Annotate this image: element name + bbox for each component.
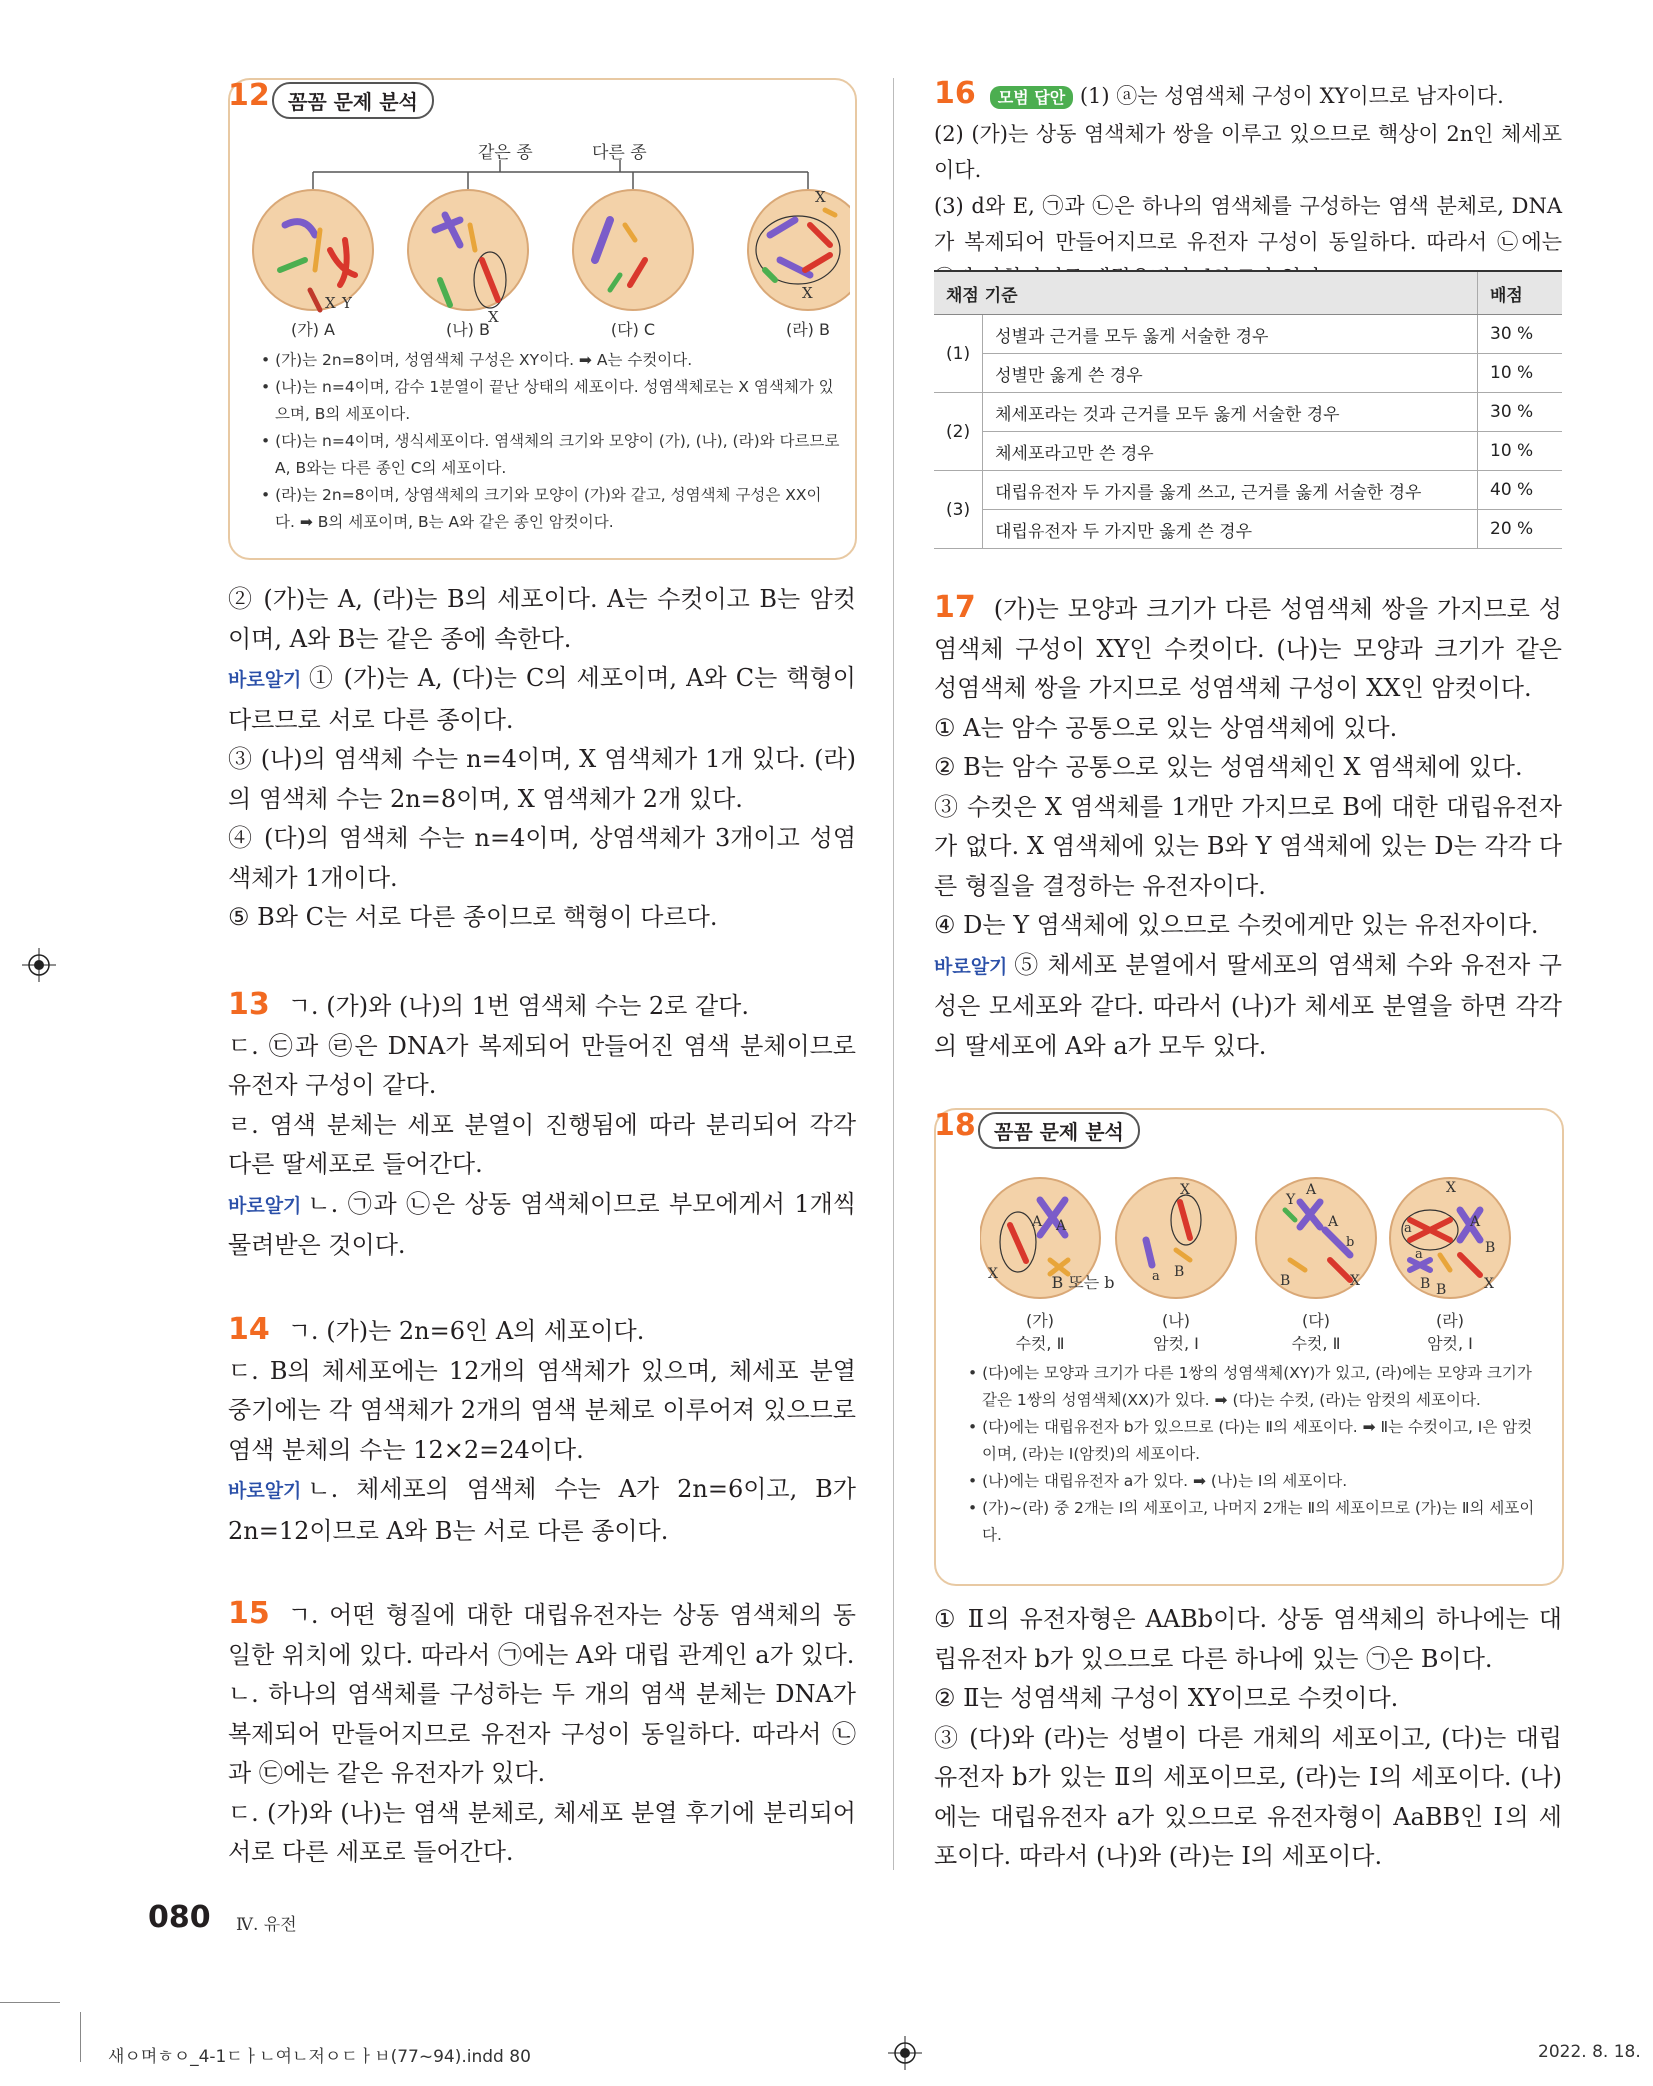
table-score: 30 % [1478, 315, 1563, 354]
q18-bullet: • (나)에는 대립유전자 a가 있다. ➡ (나)는 Ⅰ의 세포이다. [968, 1472, 1348, 1490]
q17-line: ① A는 암수 공통으로 있는 상염색체에 있다. [934, 713, 1398, 742]
svg-text:B: B [1436, 1282, 1447, 1298]
hint-label: 바로알기 [228, 1480, 302, 1502]
q12-hint-line [228, 659, 856, 740]
table-criteria: 체세포라고만 쓴 경우 [983, 432, 1478, 471]
q17-line: ② B는 암수 공통으로 있는 성염색체인 X 염색체에 있다. [934, 753, 1523, 781]
page-number: 080 [148, 1900, 211, 1935]
hint-label: 바로알기 [228, 1194, 302, 1217]
q18-answer-block [934, 1600, 1562, 1877]
q18-line: ① Ⅱ의 유전자형은 AABb이다. 상동 염색체의 하나에는 대립유전자 b가 있으므로 다른 하나에 있는 ㉠은 B이다. [934, 1605, 1562, 1673]
q16-scoring-table [934, 270, 1562, 549]
q12-line: ③ (나)의 염색체 수는 n=4이며, X 염색체가 1개 있다. (라)의 염색체 수는 2n=8이며, X 염색체가 2개 있다. [228, 745, 856, 813]
table-group: (3) [934, 471, 983, 549]
table-criteria: 성별만 옳게 쓴 경우 [983, 354, 1478, 393]
print-date: 2022. 8. 18. [1538, 2042, 1641, 2062]
svg-text:b: b [1346, 1235, 1355, 1250]
q12-answer: ② (가)는 A, (라)는 B의 세포이다. A는 수컷이고 B는 암컷이며, A와 B는 같은 종에 속한다. [228, 585, 856, 653]
q17-line: ④ D는 Y 염색체에 있으므로 수컷에게만 있는 유전자이다. [934, 911, 1539, 939]
q13-hint: ㄴ. ㉠과 ㉡은 상동 염색체이므로 부모에게서 1개씩 물려받은 것이다. [228, 1189, 856, 1259]
model-answer-badge: 모범 답안 [990, 86, 1073, 109]
footer-rule-vertical [80, 2012, 81, 2062]
registration-mark-icon [888, 2036, 922, 2070]
section-title: Ⅳ. 유전 [236, 1915, 297, 1935]
hint-label: 바로알기 [228, 669, 302, 691]
q12-cell-label-ga: (가) A [291, 320, 335, 339]
table-header-score: 배점 [1478, 271, 1563, 315]
q12-mark-ra-x1: X [815, 188, 826, 206]
table-score: 40 % [1478, 471, 1563, 510]
q12-bullet: • (가)는 2n=8이며, 성염색체 구성은 XY이다. ➡ A는 수컷이다. [261, 351, 693, 369]
q12-cell-label-ra: (라) B [785, 320, 830, 339]
q18-box-title: 꼼꼼 문제 분석 [978, 1112, 1140, 1149]
table-header-criteria: 채점 기준 [934, 271, 1478, 315]
svg-text:X: X [1446, 1180, 1456, 1196]
q12-cell-ra [748, 190, 850, 310]
q18-cell-ra [1390, 1178, 1510, 1298]
q12-box-title: 꼼꼼 문제 분석 [272, 82, 434, 119]
q12-mark-ga-y: Y [342, 294, 352, 312]
q18-cell-label-ga: (가) 수컷, Ⅱ [1015, 1311, 1065, 1353]
svg-text:a: a [1415, 1247, 1423, 1262]
q18-cell-da [1256, 1178, 1376, 1298]
svg-text:a: a [1152, 1269, 1160, 1284]
q18-bullet: • (다)에는 모양과 크기가 다른 1쌍의 성염색체(XY)가 있고, (라)에는 모양과 크기가 같은 1쌍의 성염색체(XX)가 있다. ➡ (다)는 수컷, (라)는 암컷의 세포이다. [968, 1364, 1532, 1409]
svg-text:B: B [1420, 1276, 1431, 1292]
svg-text:B: B [1280, 1273, 1291, 1289]
svg-text:A: A [1032, 1214, 1043, 1230]
svg-text:X: X [1484, 1276, 1494, 1292]
hint-label: 바로알기 [934, 955, 1008, 978]
q17-hint-line [934, 946, 1562, 1067]
table-criteria: 성별과 근거를 모두 옳게 서술한 경우 [983, 315, 1478, 354]
q18-cell-note: B 또는 b [1051, 1273, 1115, 1292]
svg-text:X: X [1180, 1182, 1190, 1198]
q18-line: ③ (다)와 (라)는 성별이 다른 개체의 세포이고, (다)는 대립유전자 b가 있는 Ⅱ의 세포이므로, (라)는 Ⅰ의 세포이다. (나)에는 대립유전자 a가 있으므로 유전자형이 AaBB인 Ⅰ의 세포이다. 따라서 (나)와 (라)는 Ⅰ의 세포이다. [934, 1723, 1562, 1870]
q12-bullet: • (다)는 n=4이며, 생식세포이다. 염색체의 크기와 모양이 (가), (나), (라)와 다르므로 A, B와는 다른 종인 C의 세포이다. [261, 432, 840, 477]
q17-number: 17 [934, 590, 976, 625]
column-divider [893, 78, 894, 1870]
q12-cell-label-na: (나) B [445, 320, 490, 339]
svg-text:A: A [1306, 1182, 1317, 1198]
q12-cell-label-da: (다) C [610, 320, 656, 339]
q12-hint: ① (가)는 A, (다)는 C의 세포이며, A와 C는 핵형이 다르므로 서로 다른 종이다. [228, 664, 856, 734]
table-criteria: 대립유전자 두 가지만 옳게 쓴 경우 [983, 510, 1478, 549]
table-group: (2) [934, 393, 983, 471]
table-score: 20 % [1478, 510, 1563, 549]
q12-mark-na-x: X [488, 308, 499, 326]
svg-text:A: A [1056, 1218, 1067, 1234]
q14-hint: ㄴ. 체세포의 염색체 수는 A가 2n=6이고, B가 2n=12이므로 A와 B는 서로 다른 종이다. [228, 1475, 856, 1545]
q13-number: 13 [228, 987, 270, 1022]
q15-number: 15 [228, 1596, 270, 1631]
q16-line: (2) (가)는 상동 염색체가 쌍을 이루고 있으므로 핵상이 2n인 체세포이다. [934, 122, 1562, 182]
q14-hint-line [228, 1470, 856, 1551]
table-criteria: 대립유전자 두 가지를 옳게 쓰고, 근거를 옳게 서술한 경우 [983, 471, 1478, 510]
q12-tree-diff: 다른 종 [592, 143, 647, 163]
q18-number: 18 [934, 1108, 976, 1143]
svg-text:B: B [1485, 1240, 1496, 1256]
q13-hint-line [228, 1185, 856, 1266]
q12-bullet: • (나)는 n=4이며, 감수 1분열이 끝난 상태의 세포이다. 성염색체로는 X 염색체가 있으며, B의 세포이다. [261, 378, 834, 423]
q15-line: ㄷ. (가)와 (나)는 염색 분체로, 체세포 분열 후기에 분리되어 서로 다른 세포로 들어간다. [228, 1798, 856, 1866]
table-score: 10 % [1478, 432, 1563, 471]
table-criteria: 체세포라는 것과 근거를 모두 옳게 서술한 경우 [983, 393, 1478, 432]
table-group: (1) [934, 315, 983, 393]
q18-line: ② Ⅱ는 성염색체 구성이 XY이므로 수컷이다. [934, 1684, 1399, 1712]
q14-block [228, 1310, 856, 1551]
q14-first-line: 14 ㄱ. (가)는 2n=6인 A의 세포이다. [228, 1310, 856, 1352]
registration-mark-icon [22, 948, 56, 982]
q18-cell-label-na: (나) 암컷, Ⅰ [1153, 1311, 1199, 1353]
q13-first-line: 13 ㄱ. (가)와 (나)의 1번 염색체 수는 2로 같다. [228, 985, 856, 1027]
q15-line: ㄴ. 하나의 염색체를 구성하는 두 개의 염색 분체는 DNA가 복제되어 만들어지므로 유전자 구성이 동일하다. 따라서 ㉡과 ㉢에는 같은 유전자가 있다. [228, 1680, 856, 1787]
svg-text:a: a [1404, 1221, 1412, 1236]
q18-bullet-list [962, 1360, 1547, 1549]
q18-bullet: • (다)에는 대립유전자 b가 있으므로 (다)는 Ⅱ의 세포이다. ➡ Ⅱ는 수컷이고, Ⅰ은 암컷이며, (라)는 Ⅰ(암컷)의 세포이다. [968, 1418, 1533, 1463]
q18-bullet: • (가)~(라) 중 2개는 Ⅰ의 세포이고, 나머지 2개는 Ⅱ의 세포이므로 (가)는 Ⅱ의 세포이다. [968, 1499, 1535, 1544]
q17-hint: ⑤ 체세포 분열에서 딸세포의 염색체 수와 유전자 구성은 모세포와 같다. 따라서 (나)가 체세포 분열을 하면 각각의 딸세포에 A와 a가 모두 있다. [934, 950, 1562, 1060]
q12-cell-ga [253, 190, 373, 310]
table-score: 30 % [1478, 393, 1563, 432]
q12-mark-ga-x: X [325, 294, 336, 312]
svg-text:X: X [1350, 1273, 1360, 1289]
q13-line: ㄹ. 염색 분체는 세포 분열이 진행됨에 따라 분리되어 각각 다른 딸세포로 들어간다. [228, 1110, 856, 1178]
q12-line: ④ (다)의 염색체 수는 n=4이며, 상염색체가 3개이고 성염색체가 1개이다. [228, 824, 856, 892]
q14-number: 14 [228, 1312, 270, 1347]
q16-first-line: 16 모범 답안 (1) ⓐ는 성염색체 구성이 XY이므로 남자이다. [934, 76, 1504, 111]
q16-line: (3) d와 E, ㉠과 ㉡은 하나의 염색체를 구성하는 염색 분체로, DNA가 복제되어 만들어지므로 유전자 구성이 동일하다. 따라서 ㉡에는 [934, 194, 1562, 254]
q16-number: 16 [934, 76, 976, 111]
q12-cell-da [573, 190, 693, 310]
q12-number: 12 [228, 78, 270, 113]
q18-cell-na [1116, 1178, 1236, 1298]
svg-text:A: A [1470, 1214, 1481, 1230]
q12-mark-ra-x2: X [802, 284, 813, 302]
q12-tree-same: 같은 종 [478, 143, 533, 163]
q18-cell-label-da: (다) 수컷, Ⅱ [1291, 1311, 1341, 1353]
svg-text:B: B [1174, 1264, 1185, 1280]
q12-cell-na [408, 190, 528, 310]
q17-block [934, 588, 1562, 1066]
q16-block [934, 76, 1562, 296]
footer-rule [0, 2002, 60, 2003]
q18-cell-label-ra: (라) 암컷, Ⅰ [1427, 1311, 1473, 1353]
q12-bullet: • (라)는 2n=8이며, 상염색체의 크기와 모양이 (가)와 같고, 성염색체 구성은 XX이다. ➡ B의 세포이며, B는 A와 같은 종인 암컷이다. [261, 486, 822, 531]
q12-bullet-list [255, 347, 840, 536]
print-file-name: 새ㅇ며ㅎㅇ_4-1ㄷㅏㄴ여ㄴ저ㅇㄷㅏㅂ(77~94).indd 80 [108, 2047, 531, 2067]
q15-block [228, 1594, 856, 1873]
q17-line: ③ 수컷은 X 염색체를 1개만 가지므로 B에 대한 대립유전자가 없다. X 염색체에 있는 B와 Y 염색체에 있는 D는 각각 다른 형질을 결정하는 유전자이다. [934, 792, 1562, 900]
q14-line: ㄷ. B의 체세포에는 12개의 염색체가 있으며, 체세포 분열 중기에는 각 염색체가 2개의 염색 분체로 이루어져 있으므로 염색 분체의 수는 12×2=24이다. [228, 1356, 856, 1464]
svg-text:Y: Y [1286, 1192, 1296, 1208]
q15-first-line: 15 ㄱ. 어떤 형질에 대한 대립유전자는 상동 염색체의 동일한 위치에 있다. 따라서 ㉠에는 A와 대립 관계인 a가 있다. [228, 1596, 856, 1669]
q12-line: ⑤ B와 C는 서로 다른 종이므로 핵형이 다르다. [228, 903, 718, 931]
q13-line: ㄷ. ㉢과 ㉣은 DNA가 복제되어 만들어진 염색 분체이므로 유전자 구성이 같다. [228, 1031, 856, 1099]
q17-first-line: 17 (가)는 모양과 크기가 다른 성염색체 쌍을 가지므로 성염색체 구성이 XY인 수컷이다. (나)는 모양과 크기가 같은 성염색체 쌍을 가지므로 성염색체 구성이 XX인 암컷이다. [934, 590, 1562, 702]
table-score: 10 % [1478, 354, 1563, 393]
svg-text:X: X [988, 1266, 998, 1282]
q13-block [228, 985, 856, 1266]
q12-answer-block [228, 580, 856, 938]
svg-text:A: A [1328, 1214, 1339, 1230]
